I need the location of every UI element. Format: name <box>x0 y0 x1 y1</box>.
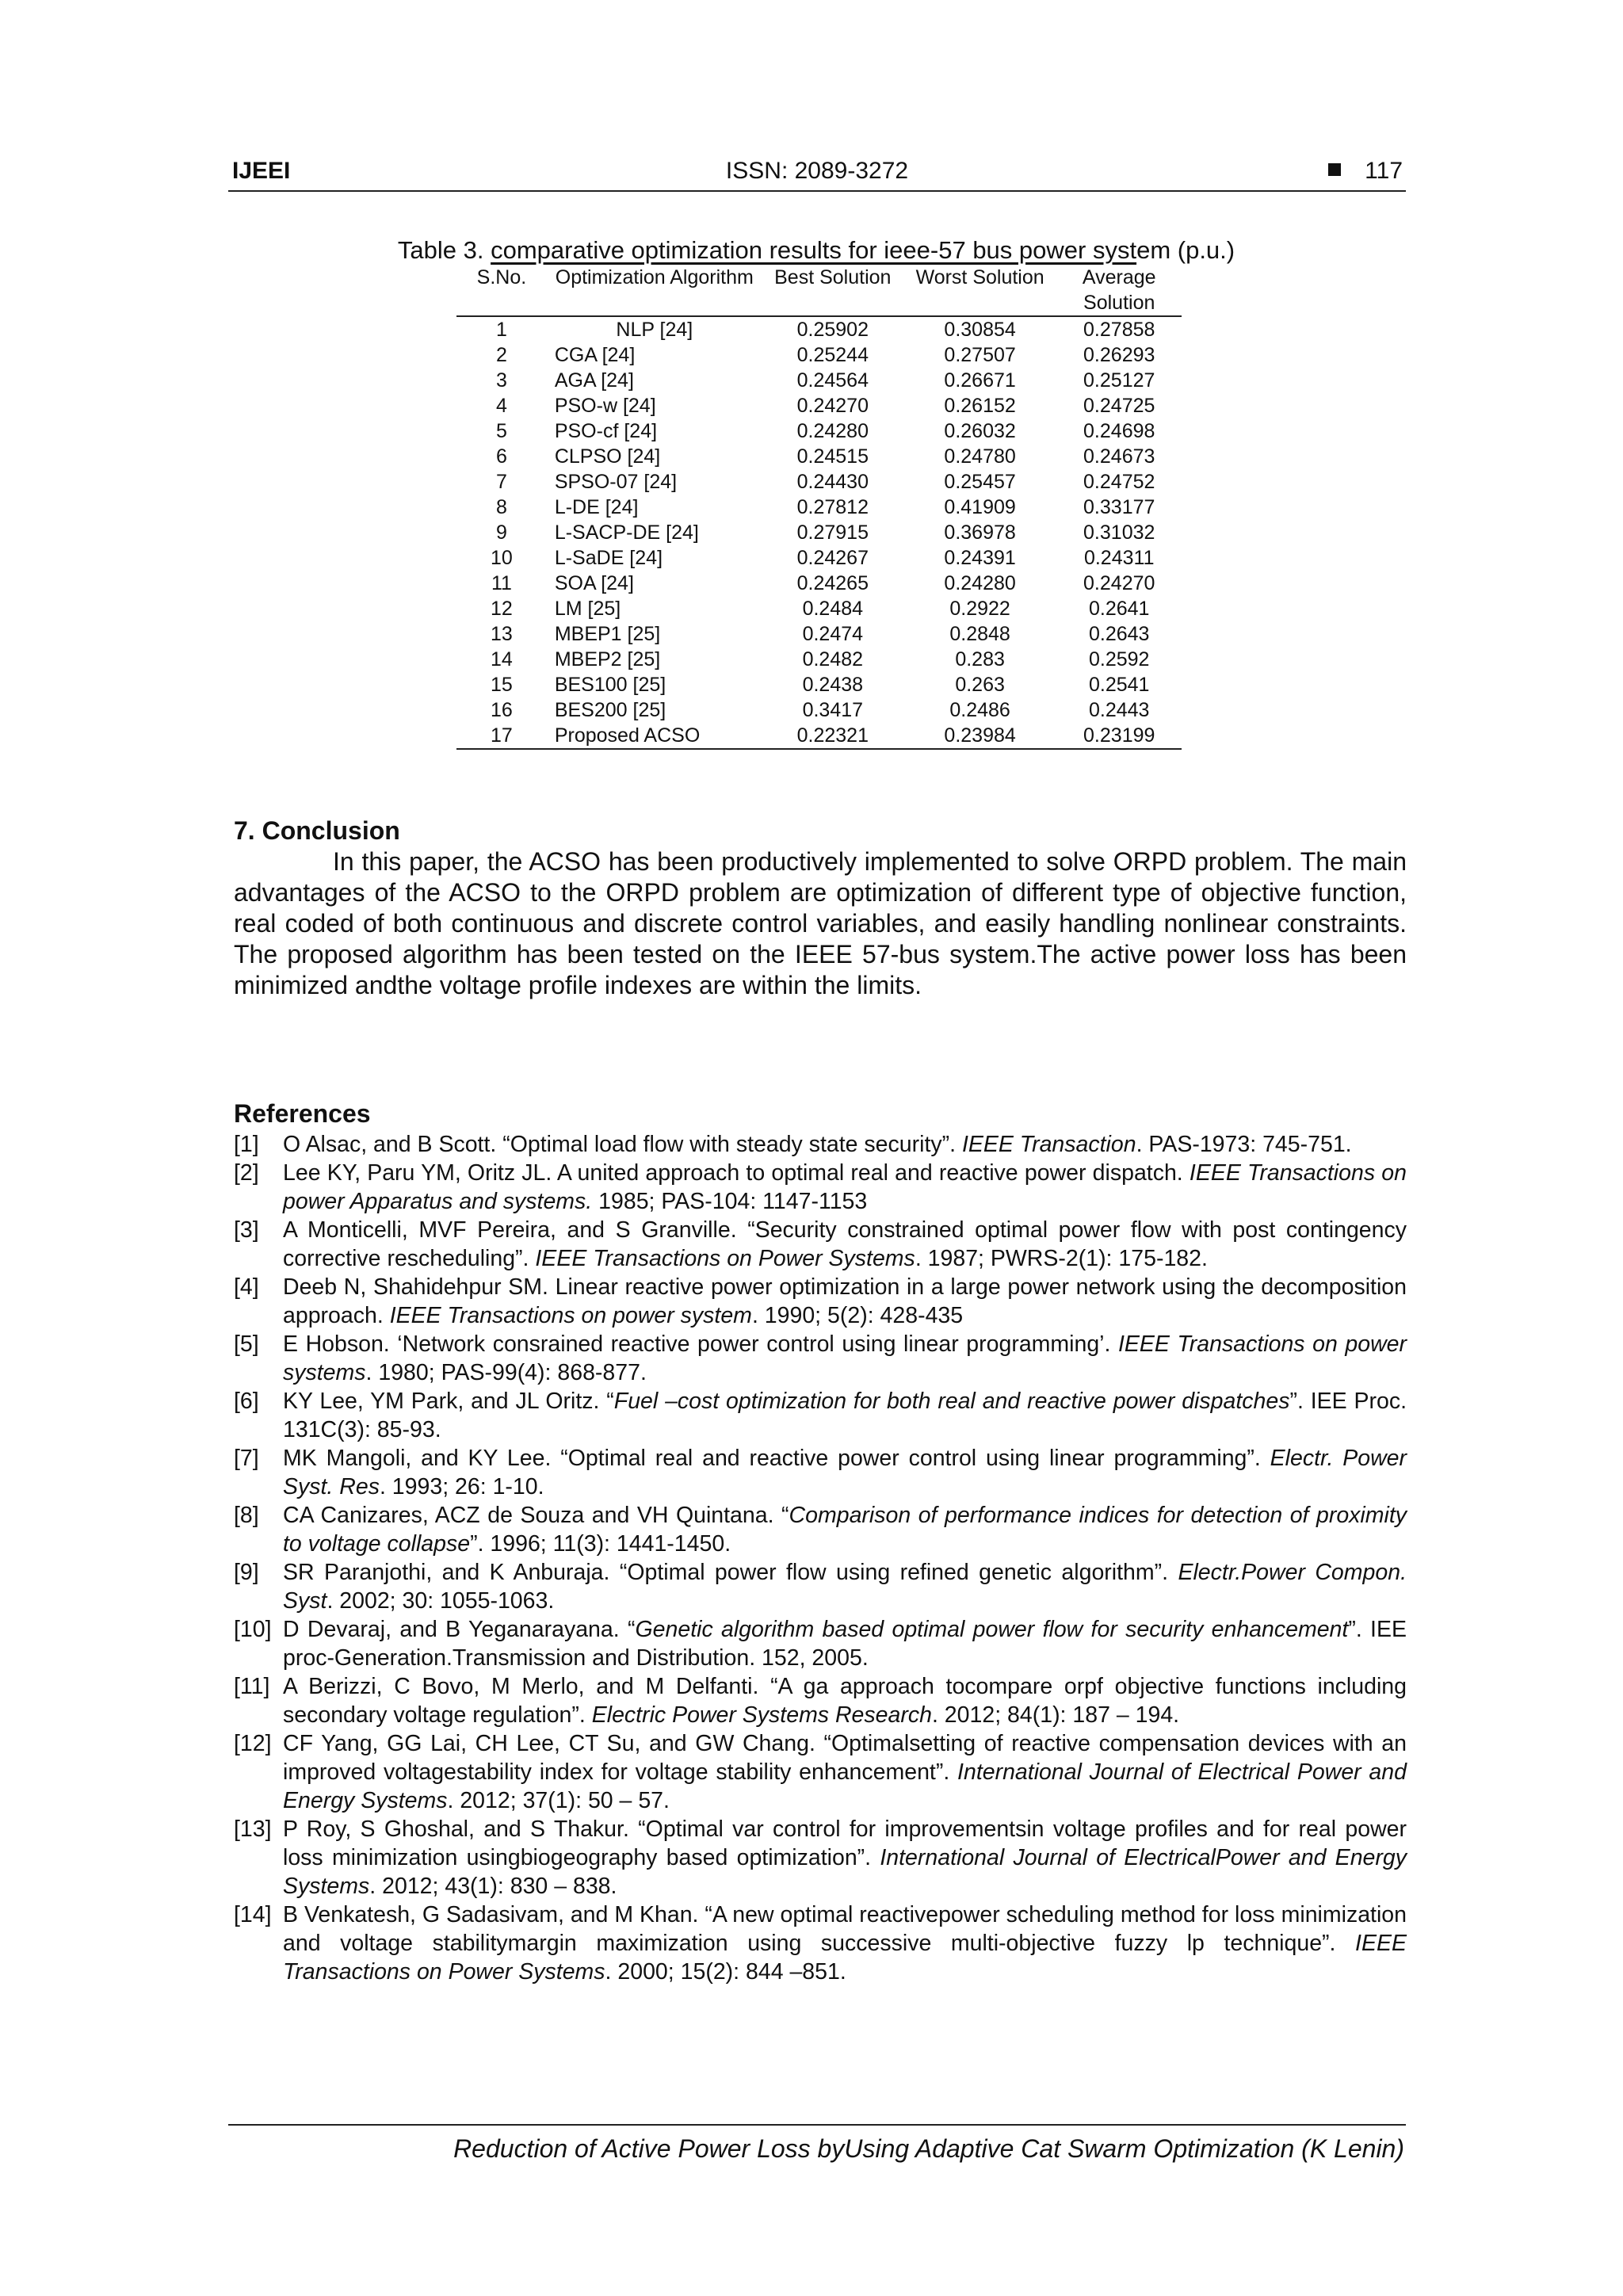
cell-average: 0.2641 <box>1088 598 1150 620</box>
cell-algorithm: NLP [24] <box>616 319 693 341</box>
running-footer: Reduction of Active Power Loss byUsing Adaptive Cat Swarm Optimization (K Lenin) <box>453 2134 1404 2163</box>
reference-details: 1985; PAS-104: 1147-1153 <box>592 1189 868 1214</box>
table-row <box>456 316 1182 342</box>
cell-sno: 14 <box>491 648 513 670</box>
square-bullet-icon <box>1328 163 1341 176</box>
reference-item <box>234 1330 1407 1387</box>
cell-algorithm: CLPSO [24] <box>554 445 661 468</box>
reference-source: IEEE Transactions on power Apparatus and systems. <box>283 1160 1407 1214</box>
cell-best: 0.25902 <box>796 319 869 341</box>
reference-text <box>283 1387 1407 1444</box>
reference-text <box>283 1729 1407 1815</box>
table-body <box>456 316 1182 749</box>
header-average: Average Solution <box>1082 266 1156 314</box>
reference-details: . 1993; 26: 1-10. <box>379 1474 544 1499</box>
reference-number: [10] <box>234 1617 272 1642</box>
table-caption-prefix: Table 3. <box>397 236 484 264</box>
reference-item <box>234 1615 1407 1672</box>
page-number: 117 <box>1365 158 1403 184</box>
cell-sno: 13 <box>491 623 513 645</box>
cell-algorithm: Proposed ACSO <box>554 724 701 747</box>
issn: ISSN: 2089-3272 <box>725 158 909 184</box>
reference-source: IEEE Transactions on power systems <box>283 1331 1407 1385</box>
cell-sno: 8 <box>495 496 507 518</box>
reference-item <box>234 1815 1407 1901</box>
table-row <box>456 571 1182 596</box>
reference-number: [14] <box>234 1902 272 1927</box>
cell-best: 0.2438 <box>802 674 864 696</box>
table-row <box>456 393 1182 418</box>
cell-sno: 9 <box>495 521 507 544</box>
cell-algorithm: L-SaDE [24] <box>554 547 663 569</box>
reference-text-part: Deeb N, Shahidehpur SM. Linear reactive power optimization in a large power network using the decomposition approach. <box>283 1274 1407 1328</box>
cell-best: 0.24564 <box>796 369 869 392</box>
cell-average: 0.23199 <box>1083 724 1155 747</box>
reference-text <box>283 1330 1407 1387</box>
reference-text-part: A Monticelli, MVF Pereira, and S Granville. “Security constrained optimal power flow with post contingency corrective rescheduling”. <box>283 1217 1407 1271</box>
reference-text-part: E Hobson. ‘Network consrained reactive power control using linear programming’. <box>283 1331 1118 1357</box>
reference-item <box>234 1273 1407 1330</box>
cell-algorithm: CGA [24] <box>554 344 636 366</box>
reference-number: [3] <box>234 1217 259 1243</box>
cell-worst: 0.26032 <box>944 420 1016 442</box>
cell-algorithm: MBEP1 [25] <box>554 623 661 645</box>
reference-source: Electric Power Systems Research <box>591 1702 932 1728</box>
reference-number: [9] <box>234 1560 259 1585</box>
cell-worst: 0.36978 <box>944 521 1016 544</box>
reference-text <box>283 1815 1407 1901</box>
cell-worst: 0.26671 <box>944 369 1016 392</box>
cell-best: 0.24267 <box>796 547 869 569</box>
cell-sno: 7 <box>495 471 507 493</box>
cell-average: 0.25127 <box>1083 369 1155 392</box>
reference-text-part: KY Lee, YM Park, and JL Oritz. “ <box>283 1389 614 1414</box>
cell-algorithm: SPSO-07 [24] <box>554 471 678 493</box>
cell-worst: 0.2848 <box>949 623 1010 645</box>
table-row <box>456 621 1182 647</box>
footer-rule <box>228 2124 1406 2126</box>
cell-algorithm: BES200 [25] <box>554 699 666 721</box>
cell-average: 0.26293 <box>1083 344 1155 366</box>
cell-best: 0.24265 <box>796 572 869 594</box>
cell-sno: 3 <box>495 369 507 392</box>
reference-text <box>283 1273 1407 1330</box>
reference-source: Electr.Power Compon. Syst <box>283 1560 1407 1614</box>
reference-text-part: O Alsac, and B Scott. “Optimal load flow with steady state security”. <box>283 1132 962 1157</box>
cell-best: 0.24280 <box>796 420 869 442</box>
cell-algorithm: MBEP2 [25] <box>554 648 661 670</box>
reference-source: Genetic algorithm based optimal power flow for security enhancement <box>635 1617 1349 1642</box>
reference-text-part: A Berizzi, C Bovo, M Merlo, and M Delfanti. “A ga approach tocompare orpf objective functions including secondary voltage regulation”. <box>283 1674 1407 1728</box>
reference-item <box>234 1729 1407 1815</box>
table-row <box>456 545 1182 571</box>
cell-sno: 10 <box>491 547 513 569</box>
reference-number: [4] <box>234 1274 259 1300</box>
cell-worst: 0.24280 <box>944 572 1016 594</box>
reference-text-part: MK Mangoli, and KY Lee. “Optimal real and reactive power control using linear programming”. <box>283 1446 1270 1471</box>
cell-average: 0.33177 <box>1083 496 1155 518</box>
table-row <box>456 444 1182 469</box>
reference-text <box>283 1501 1407 1558</box>
reference-details: . 2000; 15(2): 844 –851. <box>605 1959 846 1985</box>
table-caption-rest: em (p.u.) <box>1136 236 1235 264</box>
cell-average: 0.31032 <box>1083 521 1155 544</box>
cell-worst: 0.2486 <box>949 699 1010 721</box>
cell-algorithm: BES100 [25] <box>554 674 666 696</box>
cell-best: 0.2474 <box>802 623 864 645</box>
reference-item <box>234 1387 1407 1444</box>
reference-text <box>283 1216 1407 1273</box>
conclusion-heading: 7. Conclusion <box>234 816 400 845</box>
reference-source: IEEE Transactions on Power Systems <box>535 1246 915 1271</box>
cell-best: 0.2484 <box>802 598 864 620</box>
reference-details: . 2002; 30: 1055-1063. <box>327 1588 555 1614</box>
reference-number: [8] <box>234 1503 259 1528</box>
cell-best: 0.27915 <box>796 521 869 544</box>
reference-text-part: Lee KY, Paru YM, Oritz JL. A united approach to optimal real and reactive power dispatch. <box>283 1160 1190 1186</box>
reference-text-part: P Roy, S Ghoshal, and S Thakur. “Optimal var control for improvementsin voltage profiles and for real power loss minimization usingbiogeography based optimization”. <box>283 1817 1407 1870</box>
cell-worst: 0.24780 <box>944 445 1016 468</box>
reference-source: International Journal of Electrical Power and Energy Systems <box>283 1759 1407 1813</box>
reference-source: Comparison of performance indices for detection of proximity to voltage collapse <box>283 1503 1407 1557</box>
reference-source: International Journal of ElectricalPower and Energy Systems <box>283 1845 1407 1899</box>
reference-number: [7] <box>234 1446 259 1471</box>
cell-sno: 5 <box>495 420 507 442</box>
cell-best: 0.3417 <box>802 699 864 721</box>
table-row <box>456 697 1182 723</box>
reference-details: ”. 1996; 11(3): 1441-1450. <box>470 1531 731 1557</box>
reference-source: IEEE Transactions on power system <box>389 1303 752 1328</box>
cell-worst: 0.26152 <box>944 395 1016 417</box>
reference-details: . 2012; 43(1): 830 – 838. <box>369 1874 617 1899</box>
running-header <box>228 155 1406 192</box>
reference-details: . 1980; PAS-99(4): 868-877. <box>365 1360 647 1385</box>
reference-source: IEEE Transactions on Power Systems <box>283 1931 1407 1985</box>
header-sno: S.No. <box>476 266 527 288</box>
reference-item <box>234 1216 1407 1273</box>
cell-best: 0.24515 <box>796 445 869 468</box>
table-row <box>456 723 1182 749</box>
cell-sno: 11 <box>491 572 512 594</box>
cell-algorithm: PSO-cf [24] <box>554 420 658 442</box>
reference-text-part: CF Yang, GG Lai, CH Lee, CT Su, and GW Chang. “Optimalsetting of reactive compensation devices with an improved voltagestability index for voltage stability enhancement”. <box>283 1731 1407 1785</box>
table-header-row <box>456 265 1182 316</box>
cell-sno: 17 <box>491 724 513 747</box>
cell-average: 0.24725 <box>1083 395 1155 417</box>
cell-worst: 0.24391 <box>944 547 1016 569</box>
cell-sno: 12 <box>491 598 513 620</box>
reference-item <box>234 1672 1407 1729</box>
cell-sno: 6 <box>495 445 507 468</box>
reference-item <box>234 1558 1407 1615</box>
table-row <box>456 418 1182 444</box>
reference-item <box>234 1501 1407 1558</box>
reference-source: Fuel –cost optimization for both real and reactive power dispatches <box>613 1389 1290 1414</box>
reference-text <box>283 1901 1407 1986</box>
cell-worst: 0.27507 <box>944 344 1016 366</box>
reference-item <box>234 1130 1407 1159</box>
cell-algorithm: L-DE [24] <box>554 496 639 518</box>
reference-source: Electr. Power Syst. Res <box>283 1446 1407 1499</box>
cell-average: 0.24270 <box>1083 572 1155 594</box>
reference-text <box>283 1558 1407 1615</box>
reference-number: [11] <box>234 1674 270 1699</box>
reference-source: IEEE Transaction <box>961 1132 1136 1157</box>
reference-details: ”. IEE Proc. 131C(3): 85-93. <box>283 1389 1407 1442</box>
cell-algorithm: PSO-w [24] <box>554 395 656 417</box>
reference-number: [5] <box>234 1331 259 1357</box>
cell-sno: 15 <box>491 674 513 696</box>
table-row <box>456 368 1182 393</box>
cell-worst: 0.30854 <box>944 319 1016 341</box>
cell-algorithm: SOA [24] <box>554 572 634 594</box>
reference-text <box>283 1615 1407 1672</box>
results-table <box>456 265 1182 750</box>
cell-average: 0.24752 <box>1083 471 1155 493</box>
cell-best: 0.22321 <box>796 724 869 747</box>
cell-average: 0.2592 <box>1088 648 1150 670</box>
reference-number: [2] <box>234 1160 259 1186</box>
reference-number: [1] <box>234 1132 259 1157</box>
cell-average: 0.2541 <box>1088 674 1150 696</box>
cell-best: 0.2482 <box>802 648 864 670</box>
reference-details: . 1990; 5(2): 428-435 <box>751 1303 964 1328</box>
table-caption-underlined: comparative optimization results for ieee-57 bus power syst <box>491 236 1137 264</box>
page-number-block <box>1328 155 1403 187</box>
cell-sno: 4 <box>495 395 507 417</box>
cell-worst: 0.41909 <box>944 496 1016 518</box>
reference-details: . 2012; 84(1): 187 – 194. <box>931 1702 1180 1728</box>
cell-algorithm: LM [25] <box>554 598 621 620</box>
table-row <box>456 495 1182 520</box>
reference-number: [12] <box>234 1731 272 1756</box>
cell-average: 0.2643 <box>1088 623 1150 645</box>
cell-worst: 0.283 <box>955 648 1005 670</box>
reference-item <box>234 1901 1407 1986</box>
cell-best: 0.27812 <box>796 496 869 518</box>
reference-text-part: CA Canizares, ACZ de Souza and VH Quintana. “ <box>283 1503 789 1528</box>
cell-average: 0.24673 <box>1083 445 1155 468</box>
cell-sno: 1 <box>495 319 507 341</box>
cell-best: 0.24430 <box>796 471 869 493</box>
cell-algorithm: L-SACP-DE [24] <box>554 521 699 544</box>
table-row <box>456 469 1182 495</box>
cell-worst: 0.25457 <box>944 471 1016 493</box>
cell-average: 0.27858 <box>1083 319 1155 341</box>
reference-item <box>234 1159 1407 1216</box>
reference-number: [13] <box>234 1817 272 1842</box>
cell-average: 0.2443 <box>1088 699 1150 721</box>
reference-text <box>283 1444 1407 1501</box>
cell-average: 0.24698 <box>1083 420 1155 442</box>
reference-item <box>234 1444 1407 1501</box>
table-row <box>456 647 1182 672</box>
reference-details: . 2012; 37(1): 50 – 57. <box>447 1788 670 1813</box>
cell-worst: 0.263 <box>955 674 1005 696</box>
reference-details: . PAS-1973: 745-751. <box>1136 1132 1352 1157</box>
header-rule <box>228 190 1406 192</box>
references-list <box>234 1130 1407 1986</box>
table-row <box>456 596 1182 621</box>
reference-text <box>283 1672 1407 1729</box>
reference-text-part: D Devaraj, and B Yeganarayana. “ <box>283 1617 636 1642</box>
cell-average: 0.24311 <box>1083 547 1155 569</box>
reference-details: ”. IEE proc-Generation.Transmission and Distribution. 152, 2005. <box>283 1617 1407 1671</box>
cell-worst: 0.2922 <box>949 598 1010 620</box>
reference-text <box>283 1159 1407 1216</box>
conclusion-paragraph: In this paper, the ACSO has been productively implemented to solve ORPD problem. The main advantages of the ACSO to the ORPD problem are optimization of different type of objective function, real coded of both continuous and discrete control variables, and easily handling nonlinear constraints. The proposed algorithm has been tested on the IEEE 57-bus system.The active power loss has been minimized andthe voltage profile indexes are within the limits. <box>234 847 1407 999</box>
header-worst: Worst Solution <box>915 266 1044 288</box>
reference-text-part: B Venkatesh, G Sadasivam, and M Khan. “A new optimal reactivepower scheduling method for loss minimization and voltage stabilitymargin maximization using successive multi-objective fuzzy lp technique”. <box>283 1902 1407 1956</box>
cell-sno: 2 <box>495 344 507 366</box>
cell-best: 0.25244 <box>796 344 869 366</box>
cell-sno: 16 <box>491 699 513 721</box>
header-algorithm: Optimization Algorithm <box>555 266 754 288</box>
references-heading: References <box>234 1099 371 1128</box>
table-row <box>456 672 1182 697</box>
reference-text-part: SR Paranjothi, and K Anburaja. “Optimal power flow using refined genetic algorithm”. <box>283 1560 1178 1585</box>
reference-number: [6] <box>234 1389 259 1414</box>
cell-worst: 0.23984 <box>944 724 1016 747</box>
table-row <box>456 342 1182 368</box>
cell-algorithm: AGA [24] <box>554 369 634 392</box>
reference-details: . 1987; PWRS-2(1): 175-182. <box>915 1246 1208 1271</box>
header-best: Best Solution <box>774 266 892 288</box>
table-caption <box>238 235 1395 266</box>
journal-name: IJEEI <box>232 158 291 184</box>
cell-best: 0.24270 <box>796 395 869 417</box>
reference-text <box>283 1130 1407 1159</box>
table-row <box>456 520 1182 545</box>
